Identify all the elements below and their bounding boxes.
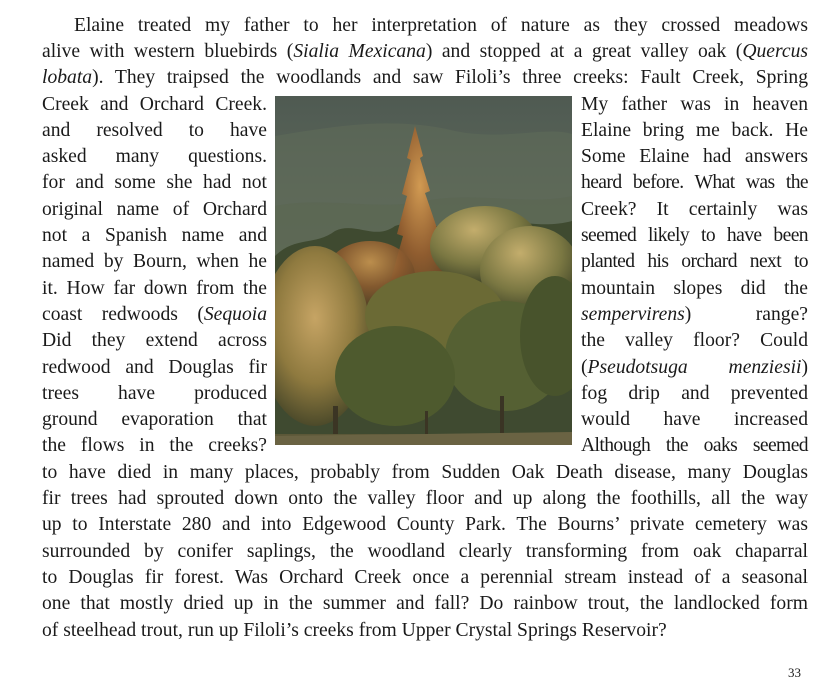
left-column-line: original name of Orchard (42, 199, 267, 220)
paragraph-line: up to Interstate 280 and into Edgewood County Park. The Bourns’ private cemetery was (42, 514, 808, 535)
right-column-line: My father was in heaven (581, 94, 808, 115)
left-column-line: Did they extend across (42, 330, 267, 351)
left-column-line: for and some she had not (42, 172, 267, 193)
right-column-line: Creek? It certainly was (581, 199, 808, 220)
right-column-line: Some Elaine had answers (581, 146, 808, 167)
right-column-line: heard before. What was the (581, 172, 808, 193)
right-column-line: mountain slopes did the (581, 278, 808, 299)
right-column-line: seemed likely to have been (581, 225, 808, 246)
right-column-line: fog drip and prevented (581, 383, 808, 404)
left-column-line: the flows in the creeks? (42, 435, 267, 456)
paragraph-line-3: lobata). They traipsed the woodlands and saw Filoli’s three creeks: Fault Creek, Spring (42, 67, 808, 88)
left-column-line: asked many questions. (42, 146, 267, 167)
paragraph-line: one that mostly dried up in the summer and fall? Do rainbow trout, the landlocked form (42, 593, 808, 614)
left-column-line: Creek and Orchard Creek. (42, 94, 267, 115)
left-column-line: trees have produced (42, 383, 267, 404)
paragraph-line-2: alive with western bluebirds (Sialia Mexicana) and stopped at a great valley oak (Quercus (42, 41, 808, 62)
paragraph-line-last: of steelhead trout, run up Filoli’s creeks from Upper Crystal Springs Reservoir? (42, 620, 667, 641)
right-column-line: (Pseudotsuga menziesii) (581, 357, 808, 378)
page-number: 33 (788, 665, 801, 680)
left-column-line: it. How far down from the (42, 278, 267, 299)
left-column-line: coast redwoods (Sequoia (42, 304, 267, 325)
forest-photo (275, 96, 572, 445)
right-column-line: Elaine bring me back. He (581, 120, 808, 141)
paragraph-line: fir trees had sprouted down onto the valley floor and up along the foothills, all the way (42, 488, 808, 509)
right-column-line: Although the oaks seemed (581, 435, 808, 456)
left-column-line: redwood and Douglas fir (42, 357, 267, 378)
paragraph-line: surrounded by conifer saplings, the woodland clearly transforming from oak chaparral (42, 541, 808, 562)
left-column-line: not a Spanish name and (42, 225, 267, 246)
right-column-line: sempervirens) range? (581, 304, 808, 325)
paragraph-line: to have died in many places, probably from Sudden Oak Death disease, many Douglas (42, 462, 808, 483)
left-column-line: and resolved to have (42, 120, 267, 141)
paragraph-line: to Douglas fir forest. Was Orchard Creek once a perennial stream instead of a seasonal (42, 567, 808, 588)
right-column-line: planted his orchard next to (581, 251, 808, 272)
left-column-line: ground evaporation that (42, 409, 267, 430)
right-column-line: the valley floor? Could (581, 330, 808, 351)
paragraph-line-1: Elaine treated my father to her interpretation of nature as they crossed meadows (74, 15, 808, 36)
left-column-line: named by Bourn, when he (42, 251, 267, 272)
right-column-line: would have increased (581, 409, 808, 430)
